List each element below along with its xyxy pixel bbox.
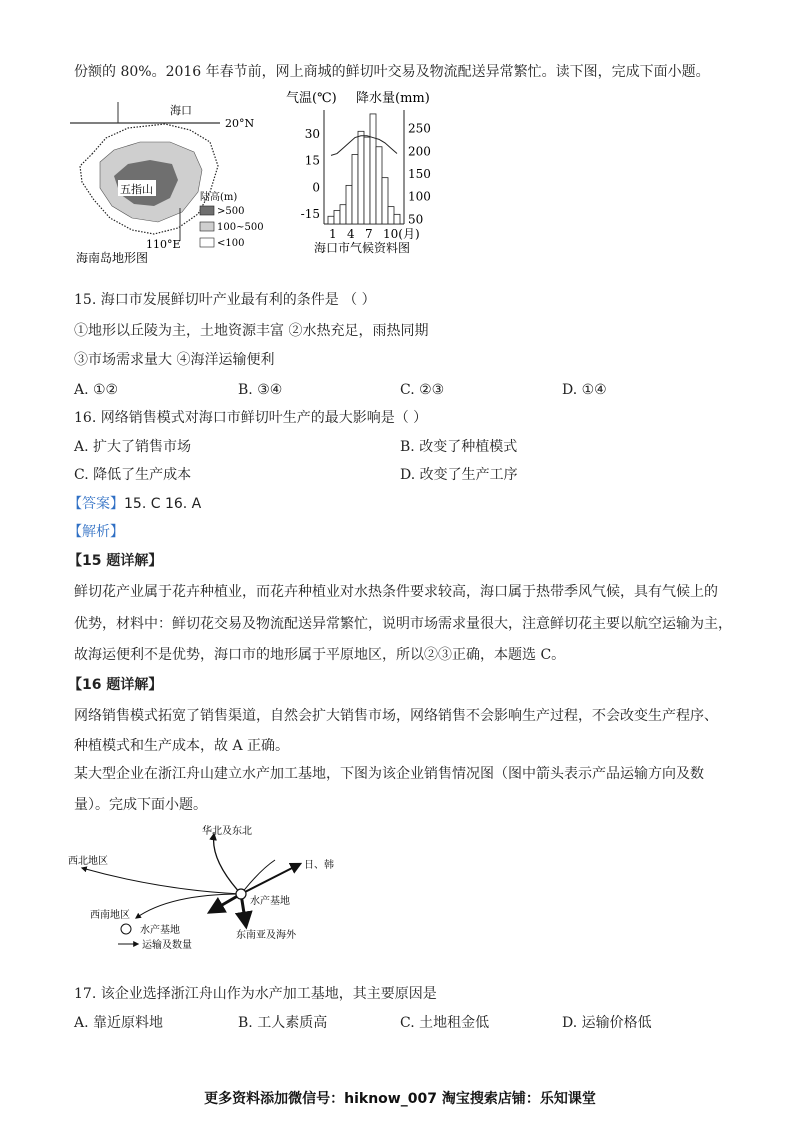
intro-line: 份额的 80%。2016 年春节前，网上商城的鲜切叶交易及物流配送异常繁忙。读下图，完成下面小题。 <box>74 64 710 80</box>
sales-flow-diagram <box>60 820 380 952</box>
q15-items-2: ③市场需求量大 ④海洋运输便利 <box>74 352 275 368</box>
precip-bar <box>334 210 340 224</box>
precip-tick-label: 250 <box>408 121 431 136</box>
d16-line-1: 网络销售模式拓宽了销售渠道，自然会扩大销售市场，网络销售不会影响生产过程，不会改变生产程序、 <box>74 708 718 724</box>
q17-option-a[interactable]: A. 靠近原料地 <box>74 1015 164 1031</box>
answer-value: 15. C 16. A <box>124 496 202 512</box>
chart-caption: 海口市气候资料图 <box>314 241 411 255</box>
hainan-terrain-map <box>70 96 275 268</box>
precip-tick-label: 100 <box>408 189 431 204</box>
precip-bar <box>364 137 370 224</box>
haikou-label: 海口 <box>170 104 192 117</box>
q16-option-a[interactable]: A. 扩大了销售市场 <box>74 439 192 455</box>
precip-bar <box>376 147 382 224</box>
d15-title: 【15 题详解】 <box>68 553 163 569</box>
precip-bar <box>352 154 358 224</box>
north-label: 华北及东北 <box>202 826 252 837</box>
precip-bar <box>346 185 352 224</box>
legend-title: 陆高(m) <box>200 192 238 203</box>
q17-stem: 17. 该企业选择浙江舟山作为水产加工基地，其主要原因是 <box>74 986 437 1002</box>
q15-option-b[interactable]: B. ③④ <box>238 382 283 398</box>
intro2-line-1: 某大型企业在浙江舟山建立水产加工基地，下图为该企业销售情况图（图中箭头表示产品运输方向及数 <box>74 766 704 782</box>
q15-stem: 15. 海口市发展鲜切叶产业最有利的条件是 （ ） <box>74 292 376 308</box>
month-tick-label: 10(月) <box>383 227 420 241</box>
q17-option-d[interactable]: D. 运输价格低 <box>562 1015 652 1031</box>
legend-item-high: >500 <box>217 206 245 217</box>
legend-item-low: <100 <box>217 238 245 249</box>
q16-stem: 16. 网络销售模式对海口市鲜切叶生产的最大影响是（ ） <box>74 410 428 426</box>
answer-label: 【答案】 <box>68 496 124 512</box>
base-label: 水产基地 <box>250 896 290 907</box>
temp-tick-label: 15 <box>304 153 320 168</box>
precip-bar <box>328 216 334 224</box>
d15-line-3: 故海运便利不是优势，海口市的地形属于平原地区，所以②③正确，本题选 C。 <box>74 647 566 663</box>
longitude-label: 110°E <box>146 238 181 251</box>
precip-tick-label: 150 <box>408 167 431 181</box>
month-tick-label: 1 <box>329 227 337 241</box>
temp-tick-label: -15 <box>300 207 320 221</box>
footer-note: 更多资料添加微信号：hiknow_007 淘宝搜索店铺：乐知课堂 <box>204 1091 596 1107</box>
precip-bar <box>340 205 346 224</box>
q16-option-b[interactable]: B. 改变了种植模式 <box>400 439 518 455</box>
temp-tick-label: 0 <box>312 180 320 195</box>
legend-arrow-label: 运输及数量 <box>142 940 192 951</box>
month-tick-label: 7 <box>365 227 373 241</box>
northwest-label: 西北地区 <box>68 856 108 867</box>
q15-option-d[interactable]: D. ①④ <box>562 382 607 398</box>
q15-option-a[interactable]: A. ①② <box>74 382 119 398</box>
japan-korea-label: 日、韩 <box>304 860 334 871</box>
precip-bar <box>394 214 400 224</box>
analysis-label: 【解析】 <box>68 524 124 540</box>
intro2-line-2: 量）。完成下面小题。 <box>74 797 207 813</box>
precip-axis-label: 降水量(mm) <box>356 91 430 106</box>
d15-line-1: 鲜切花产业属于花卉种植业，而花卉种植业对水热条件要求较高，海口属于热带季风气候，具有气候上的 <box>74 584 718 600</box>
month-tick-label: 4 <box>347 227 355 241</box>
precip-bar <box>358 131 364 224</box>
q16-option-c[interactable]: C. 降低了生产成本 <box>74 467 192 483</box>
base-marker <box>236 889 246 899</box>
q15-option-c[interactable]: C. ②③ <box>400 382 445 398</box>
haikou-climate-chart <box>284 88 444 260</box>
precip-tick-label: 50 <box>408 212 424 227</box>
q17-option-b[interactable]: B. 工人素质高 <box>238 1015 328 1031</box>
precip-bar <box>382 178 388 224</box>
latitude-label: 20°N <box>225 117 255 130</box>
legend-base-marker <box>121 924 131 934</box>
precip-tick-label: 200 <box>408 144 431 159</box>
map-caption: 海南岛地形图 <box>76 251 149 265</box>
answer-row <box>68 494 201 514</box>
q16-option-d[interactable]: D. 改变了生产工序 <box>400 467 518 483</box>
precip-bar <box>370 114 376 224</box>
precip-bar <box>388 207 394 224</box>
legend-item-mid: 100~500 <box>217 222 264 233</box>
d16-line-2: 种植模式和生产成本，故 A 正确。 <box>74 738 290 754</box>
q15-items-1: ①地形以丘陵为主，土地资源丰富 ②水热充足，雨热同期 <box>74 323 429 339</box>
southeast-label: 东南亚及海外 <box>236 930 296 941</box>
temp-axis-label: 气温(℃) <box>286 91 337 106</box>
southwest-label: 西南地区 <box>90 910 130 921</box>
legend-base-label: 水产基地 <box>140 925 180 936</box>
d15-line-2: 优势，材料中：鲜切花交易及物流配送异常繁忙，说明市场需求量很大，注意鲜切花主要以航空运输为主， <box>74 616 732 632</box>
q17-option-c[interactable]: C. 土地租金低 <box>400 1015 490 1031</box>
d16-title: 【16 题详解】 <box>68 677 163 693</box>
wuzhishan-label: 五指山 <box>120 183 153 196</box>
temp-tick-label: 30 <box>304 127 320 141</box>
